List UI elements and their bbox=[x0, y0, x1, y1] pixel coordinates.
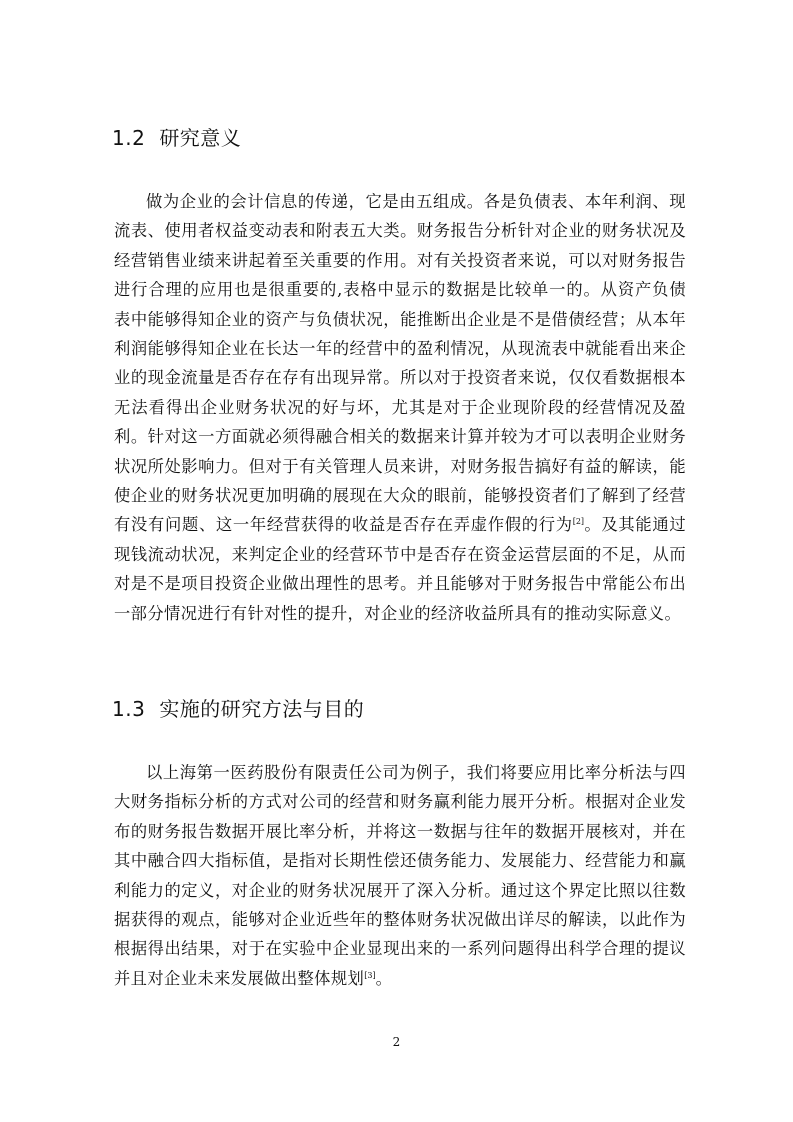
section-title: 实施的研究方法与目的 bbox=[159, 697, 365, 721]
section-title: 研究意义 bbox=[159, 126, 242, 150]
paragraph-methods-purpose bbox=[114, 758, 686, 993]
paragraph-text-continued: 。 bbox=[375, 968, 393, 988]
section-heading-1-3 bbox=[112, 693, 364, 722]
paragraph-text-continued: 。及其能通过现钱流动状况，来判定企业的经营环节中是否存在资金运营层面的不足，从而对是不是项目投资企业做出理性的思考。并且能够对于财务报告中常能公布出一部分情况进行有针对性的提升，对企业的经济收益所具有的推动实际意义。 bbox=[114, 515, 686, 623]
section-heading-1-2 bbox=[112, 122, 241, 151]
citation-ref[interactable]: [2] bbox=[572, 517, 585, 527]
paragraph-research-significance bbox=[114, 187, 686, 628]
paragraph-text: 以上海第一医药股份有限责任公司为例子，我们将要应用比率分析法与四大财务指标分析的方式对公司的经营和财务赢利能力展开分析。根据对企业发布的财务报告数据开展比率分析，并将这一数据与往年的数据开展核对，并在其中融合四大指标值，是指对长期性偿还债务能力、发展能力、经营能力和赢利能力的定义，对企业的财务状况展开了深入分析。通过这个界定比照以往数据获得的观点，能够对企业近些年的整体财务状况做出详尽的解读，以此作为根据得出结果，对于在实验中企业显现出来的一系列问题得出科学合理的提议并且对企业未来发展做出整体规划 bbox=[114, 763, 686, 988]
section-number: 1.3 bbox=[112, 697, 146, 721]
paragraph-text: 做为企业的会计信息的传递，它是由五组成。各是负债表、本年利润、现流表、使用者权益变动表和附表五大类。财务报告分析针对企业的财务状况及经营销售业绩来讲起着至关重要的作用。对有关投资者来说，可以对财务报告进行合理的应用也是很重要的,表格中显示的数据是比较单一的。从资产负债表中能够得知企业的资产与负债状况，能推断出企业是不是借债经营；从本年利润能够得知企业在长达一年的经营中的盈利情况，从现流表中就能看出来企业的现金流量是否存在存有出现异常。所以对于投资者来说，仅仅看数据根本无法看得出企业财务状况的好与坏，尤其是对于企业现阶段的经营情况及盈利。针对这一方面就必须得融合相关的数据来计算并较为才可以表明企业财务状况所处影响力。但对于有关管理人员来讲，对财务报告搞好有益的解读，能使企业的财务状况更加明确的展现在大众的眼前，能够投资者们了解到了经营有没有问题、这一年经营获得的收益是否存在弄虚作假的行为 bbox=[114, 192, 686, 535]
page-number: 2 bbox=[392, 1035, 401, 1049]
section-number: 1.2 bbox=[112, 126, 146, 150]
citation-ref[interactable]: [3] bbox=[364, 970, 376, 980]
